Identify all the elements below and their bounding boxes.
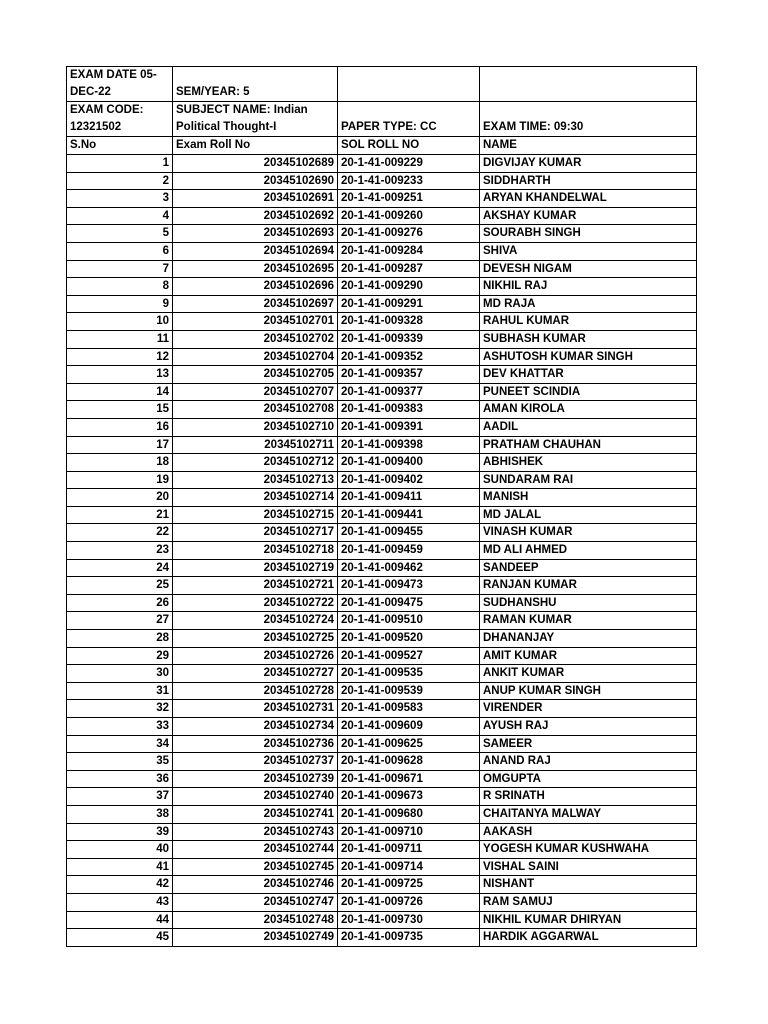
- sno-cell: 28: [67, 630, 173, 648]
- sol-roll-no-cell: 20-1-41-009473: [338, 577, 480, 595]
- sno-cell: 24: [67, 559, 173, 577]
- sol-roll-no-cell: 20-1-41-009735: [338, 929, 480, 947]
- table-row: [67, 172, 697, 190]
- sno-cell: 35: [67, 753, 173, 771]
- exam-roll-no-cell: 20345102731: [173, 700, 338, 718]
- sol-roll-no-cell: 20-1-41-009284: [338, 242, 480, 260]
- name-cell: ANAND RAJ: [480, 753, 697, 771]
- sno-cell: 34: [67, 735, 173, 753]
- sol-roll-no-cell: 20-1-41-009233: [338, 172, 480, 190]
- sno-cell: 19: [67, 471, 173, 489]
- exam-roll-no-cell: 20345102702: [173, 330, 338, 348]
- sol-roll-no-cell: 20-1-41-009710: [338, 823, 480, 841]
- exam-roll-no-cell: 20345102739: [173, 770, 338, 788]
- table-row: [67, 911, 697, 929]
- name-cell: RAMAN KUMAR: [480, 612, 697, 630]
- table-row: [67, 647, 697, 665]
- name-cell: DEV KHATTAR: [480, 366, 697, 384]
- sol-roll-no-cell: 20-1-41-009400: [338, 454, 480, 472]
- exam-roll-no-cell: 20345102693: [173, 225, 338, 243]
- table-row: [67, 454, 697, 472]
- exam-roll-no-cell: 20345102697: [173, 295, 338, 313]
- sno-cell: 7: [67, 260, 173, 278]
- sno-cell: 44: [67, 911, 173, 929]
- sol-roll-no-cell: 20-1-41-009535: [338, 665, 480, 683]
- exam-roll-no-cell: 20345102714: [173, 489, 338, 507]
- column-header-row: [67, 137, 697, 155]
- name-cell: DHANANJAY: [480, 630, 697, 648]
- table-row: [67, 841, 697, 859]
- sno-cell: 25: [67, 577, 173, 595]
- name-cell: SUDHANSHU: [480, 594, 697, 612]
- name-cell: NIKHIL KUMAR DHIRYAN: [480, 911, 697, 929]
- table-row: [67, 436, 697, 454]
- table-row: [67, 700, 697, 718]
- exam-roll-no-cell: 20345102711: [173, 436, 338, 454]
- name-cell: SUBHASH KUMAR: [480, 330, 697, 348]
- empty-header-cell: [480, 67, 697, 102]
- exam-roll-no-cell: 20345102713: [173, 471, 338, 489]
- sno-cell: 38: [67, 805, 173, 823]
- table-row: [67, 718, 697, 736]
- sno-cell: 31: [67, 682, 173, 700]
- sno-cell: 6: [67, 242, 173, 260]
- sol-roll-no-cell: 20-1-41-009383: [338, 401, 480, 419]
- name-cell: MD RAJA: [480, 295, 697, 313]
- exam-roll-no-cell: 20345102728: [173, 682, 338, 700]
- sol-roll-no-cell: 20-1-41-009328: [338, 313, 480, 331]
- sno-cell: 14: [67, 383, 173, 401]
- table-row: [67, 242, 697, 260]
- sol-roll-no-cell: 20-1-41-009673: [338, 788, 480, 806]
- sol-roll-no-cell: 20-1-41-009357: [338, 366, 480, 384]
- exam-roll-no-cell: 20345102726: [173, 647, 338, 665]
- sol-roll-no-cell: 20-1-41-009520: [338, 630, 480, 648]
- column-header-sno: S.No: [67, 137, 173, 155]
- name-cell: AKSHAY KUMAR: [480, 207, 697, 225]
- sol-roll-no-cell: 20-1-41-009725: [338, 876, 480, 894]
- sno-cell: 12: [67, 348, 173, 366]
- exam-roll-no-cell: 20345102721: [173, 577, 338, 595]
- sol-roll-no-cell: 20-1-41-009625: [338, 735, 480, 753]
- column-header-sol-roll-no: SOL ROLL NO: [338, 137, 480, 155]
- table-row: [67, 929, 697, 947]
- exam-roll-no-cell: 20345102740: [173, 788, 338, 806]
- exam-roll-no-cell: 20345102710: [173, 418, 338, 436]
- name-cell: SHIVA: [480, 242, 697, 260]
- name-cell: RAHUL KUMAR: [480, 313, 697, 331]
- sno-cell: 30: [67, 665, 173, 683]
- sno-cell: 27: [67, 612, 173, 630]
- name-cell: ANUP KUMAR SINGH: [480, 682, 697, 700]
- name-cell: CHAITANYA MALWAY: [480, 805, 697, 823]
- table-row: [67, 366, 697, 384]
- name-cell: AADIL: [480, 418, 697, 436]
- table-row: [67, 471, 697, 489]
- exam-code-cell: EXAM CODE: 12321502: [67, 102, 173, 137]
- exam-roll-no-cell: 20345102749: [173, 929, 338, 947]
- exam-roll-no-cell: 20345102747: [173, 893, 338, 911]
- sno-cell: 9: [67, 295, 173, 313]
- name-cell: NIKHIL RAJ: [480, 278, 697, 296]
- sol-roll-no-cell: 20-1-41-009475: [338, 594, 480, 612]
- name-cell: AYUSH RAJ: [480, 718, 697, 736]
- exam-roll-no-cell: 20345102691: [173, 190, 338, 208]
- table-row: [67, 489, 697, 507]
- table-row: [67, 788, 697, 806]
- table-row: [67, 594, 697, 612]
- table-row: [67, 278, 697, 296]
- sol-roll-no-cell: 20-1-41-009391: [338, 418, 480, 436]
- sno-cell: 26: [67, 594, 173, 612]
- sol-roll-no-cell: 20-1-41-009609: [338, 718, 480, 736]
- name-cell: SOURABH SINGH: [480, 225, 697, 243]
- name-cell: ARYAN KHANDELWAL: [480, 190, 697, 208]
- exam-roll-no-cell: 20345102722: [173, 594, 338, 612]
- sol-roll-no-cell: 20-1-41-009628: [338, 753, 480, 771]
- sno-cell: 40: [67, 841, 173, 859]
- table-row: [67, 770, 697, 788]
- table-body: [67, 67, 697, 947]
- name-cell: MD JALAL: [480, 506, 697, 524]
- header-row-2: [67, 102, 697, 137]
- table-row: [67, 313, 697, 331]
- sno-cell: 5: [67, 225, 173, 243]
- table-row: [67, 348, 697, 366]
- exam-roll-no-cell: 20345102708: [173, 401, 338, 419]
- name-cell: DIGVIJAY KUMAR: [480, 155, 697, 173]
- sno-cell: 17: [67, 436, 173, 454]
- name-cell: HARDIK AGGARWAL: [480, 929, 697, 947]
- paper-type-cell: PAPER TYPE: CC: [338, 102, 480, 137]
- exam-roll-no-cell: 20345102696: [173, 278, 338, 296]
- table-row: [67, 260, 697, 278]
- name-cell: AAKASH: [480, 823, 697, 841]
- exam-roll-no-cell: 20345102712: [173, 454, 338, 472]
- table-row: [67, 735, 697, 753]
- name-cell: MANISH: [480, 489, 697, 507]
- sol-roll-no-cell: 20-1-41-009455: [338, 524, 480, 542]
- sol-roll-no-cell: 20-1-41-009583: [338, 700, 480, 718]
- sol-roll-no-cell: 20-1-41-009730: [338, 911, 480, 929]
- name-cell: ASHUTOSH KUMAR SINGH: [480, 348, 697, 366]
- sol-roll-no-cell: 20-1-41-009527: [338, 647, 480, 665]
- sno-cell: 18: [67, 454, 173, 472]
- sol-roll-no-cell: 20-1-41-009287: [338, 260, 480, 278]
- exam-roll-no-cell: 20345102689: [173, 155, 338, 173]
- sno-cell: 13: [67, 366, 173, 384]
- sno-cell: 45: [67, 929, 173, 947]
- sol-roll-no-cell: 20-1-41-009510: [338, 612, 480, 630]
- sem-year-cell: SEM/YEAR: 5: [173, 67, 338, 102]
- table-row: [67, 207, 697, 225]
- exam-roll-no-cell: 20345102744: [173, 841, 338, 859]
- empty-header-cell: [338, 67, 480, 102]
- name-cell: PRATHAM CHAUHAN: [480, 436, 697, 454]
- exam-roll-no-cell: 20345102748: [173, 911, 338, 929]
- table-row: [67, 577, 697, 595]
- table-row: [67, 559, 697, 577]
- sol-roll-no-cell: 20-1-41-009398: [338, 436, 480, 454]
- name-cell: MD ALI AHMED: [480, 542, 697, 560]
- exam-roll-no-cell: 20345102695: [173, 260, 338, 278]
- table-row: [67, 190, 697, 208]
- table-row: [67, 823, 697, 841]
- table-row: [67, 401, 697, 419]
- sno-cell: 39: [67, 823, 173, 841]
- sno-cell: 4: [67, 207, 173, 225]
- exam-roll-no-cell: 20345102707: [173, 383, 338, 401]
- exam-roll-no-cell: 20345102736: [173, 735, 338, 753]
- table-row: [67, 858, 697, 876]
- sol-roll-no-cell: 20-1-41-009291: [338, 295, 480, 313]
- name-cell: R SRINATH: [480, 788, 697, 806]
- exam-roll-no-cell: 20345102741: [173, 805, 338, 823]
- name-cell: SANDEEP: [480, 559, 697, 577]
- table-row: [67, 383, 697, 401]
- sno-cell: 29: [67, 647, 173, 665]
- exam-date-cell: EXAM DATE 05-DEC-22: [67, 67, 173, 102]
- name-cell: SAMEER: [480, 735, 697, 753]
- subject-name-cell: SUBJECT NAME: Indian Political Thought-I: [173, 102, 338, 137]
- sno-cell: 11: [67, 330, 173, 348]
- sno-cell: 32: [67, 700, 173, 718]
- sol-roll-no-cell: 20-1-41-009459: [338, 542, 480, 560]
- sol-roll-no-cell: 20-1-41-009462: [338, 559, 480, 577]
- header-row-1: [67, 67, 697, 102]
- sol-roll-no-cell: 20-1-41-009339: [338, 330, 480, 348]
- sol-roll-no-cell: 20-1-41-009411: [338, 489, 480, 507]
- exam-roll-no-cell: 20345102715: [173, 506, 338, 524]
- sol-roll-no-cell: 20-1-41-009402: [338, 471, 480, 489]
- table-row: [67, 506, 697, 524]
- name-cell: YOGESH KUMAR KUSHWAHA: [480, 841, 697, 859]
- sno-cell: 33: [67, 718, 173, 736]
- exam-roll-no-cell: 20345102690: [173, 172, 338, 190]
- sno-cell: 37: [67, 788, 173, 806]
- sol-roll-no-cell: 20-1-41-009377: [338, 383, 480, 401]
- sno-cell: 2: [67, 172, 173, 190]
- exam-roll-no-cell: 20345102743: [173, 823, 338, 841]
- name-cell: ANKIT KUMAR: [480, 665, 697, 683]
- name-cell: AMIT KUMAR: [480, 647, 697, 665]
- exam-roll-no-cell: 20345102718: [173, 542, 338, 560]
- sno-cell: 3: [67, 190, 173, 208]
- exam-roll-no-cell: 20345102701: [173, 313, 338, 331]
- sol-roll-no-cell: 20-1-41-009251: [338, 190, 480, 208]
- sol-roll-no-cell: 20-1-41-009539: [338, 682, 480, 700]
- table-row: [67, 330, 697, 348]
- table-row: [67, 682, 697, 700]
- table-row: [67, 295, 697, 313]
- name-cell: RAM SAMUJ: [480, 893, 697, 911]
- exam-roll-no-cell: 20345102694: [173, 242, 338, 260]
- table-row: [67, 155, 697, 173]
- sno-cell: 15: [67, 401, 173, 419]
- exam-roll-no-cell: 20345102737: [173, 753, 338, 771]
- name-cell: VIRENDER: [480, 700, 697, 718]
- sno-cell: 10: [67, 313, 173, 331]
- exam-roll-no-cell: 20345102746: [173, 876, 338, 894]
- sno-cell: 1: [67, 155, 173, 173]
- column-header-name: NAME: [480, 137, 697, 155]
- sno-cell: 42: [67, 876, 173, 894]
- exam-roll-no-cell: 20345102724: [173, 612, 338, 630]
- table-row: [67, 225, 697, 243]
- exam-roll-no-cell: 20345102705: [173, 366, 338, 384]
- table-row: [67, 612, 697, 630]
- sno-cell: 20: [67, 489, 173, 507]
- exam-roll-no-cell: 20345102745: [173, 858, 338, 876]
- sno-cell: 36: [67, 770, 173, 788]
- sol-roll-no-cell: 20-1-41-009680: [338, 805, 480, 823]
- sno-cell: 23: [67, 542, 173, 560]
- exam-roll-no-cell: 20345102719: [173, 559, 338, 577]
- sol-roll-no-cell: 20-1-41-009441: [338, 506, 480, 524]
- sno-cell: 16: [67, 418, 173, 436]
- name-cell: PUNEET SCINDIA: [480, 383, 697, 401]
- sol-roll-no-cell: 20-1-41-009260: [338, 207, 480, 225]
- sol-roll-no-cell: 20-1-41-009714: [338, 858, 480, 876]
- table-row: [67, 665, 697, 683]
- exam-time-cell: EXAM TIME: 09:30: [480, 102, 697, 137]
- sol-roll-no-cell: 20-1-41-009276: [338, 225, 480, 243]
- sol-roll-no-cell: 20-1-41-009352: [338, 348, 480, 366]
- table-row: [67, 805, 697, 823]
- sol-roll-no-cell: 20-1-41-009711: [338, 841, 480, 859]
- exam-roll-no-cell: 20345102734: [173, 718, 338, 736]
- name-cell: SUNDARAM RAI: [480, 471, 697, 489]
- exam-roll-no-cell: 20345102717: [173, 524, 338, 542]
- sno-cell: 41: [67, 858, 173, 876]
- table-row: [67, 418, 697, 436]
- table-row: [67, 630, 697, 648]
- table-row: [67, 524, 697, 542]
- name-cell: ABHISHEK: [480, 454, 697, 472]
- sol-roll-no-cell: 20-1-41-009290: [338, 278, 480, 296]
- name-cell: VINASH KUMAR: [480, 524, 697, 542]
- exam-roll-no-cell: 20345102725: [173, 630, 338, 648]
- student-list-table: [66, 66, 697, 947]
- column-header-exam-roll-no: Exam Roll No: [173, 137, 338, 155]
- name-cell: DEVESH NIGAM: [480, 260, 697, 278]
- exam-roll-no-cell: 20345102704: [173, 348, 338, 366]
- table-row: [67, 893, 697, 911]
- name-cell: RANJAN KUMAR: [480, 577, 697, 595]
- exam-roll-no-cell: 20345102727: [173, 665, 338, 683]
- sol-roll-no-cell: 20-1-41-009726: [338, 893, 480, 911]
- table-row: [67, 753, 697, 771]
- table-row: [67, 542, 697, 560]
- sno-cell: 22: [67, 524, 173, 542]
- name-cell: VISHAL SAINI: [480, 858, 697, 876]
- exam-roll-no-cell: 20345102692: [173, 207, 338, 225]
- sno-cell: 43: [67, 893, 173, 911]
- name-cell: OMGUPTA: [480, 770, 697, 788]
- table-row: [67, 876, 697, 894]
- name-cell: NISHANT: [480, 876, 697, 894]
- name-cell: SIDDHARTH: [480, 172, 697, 190]
- sno-cell: 21: [67, 506, 173, 524]
- sol-roll-no-cell: 20-1-41-009671: [338, 770, 480, 788]
- sol-roll-no-cell: 20-1-41-009229: [338, 155, 480, 173]
- name-cell: AMAN KIROLA: [480, 401, 697, 419]
- sno-cell: 8: [67, 278, 173, 296]
